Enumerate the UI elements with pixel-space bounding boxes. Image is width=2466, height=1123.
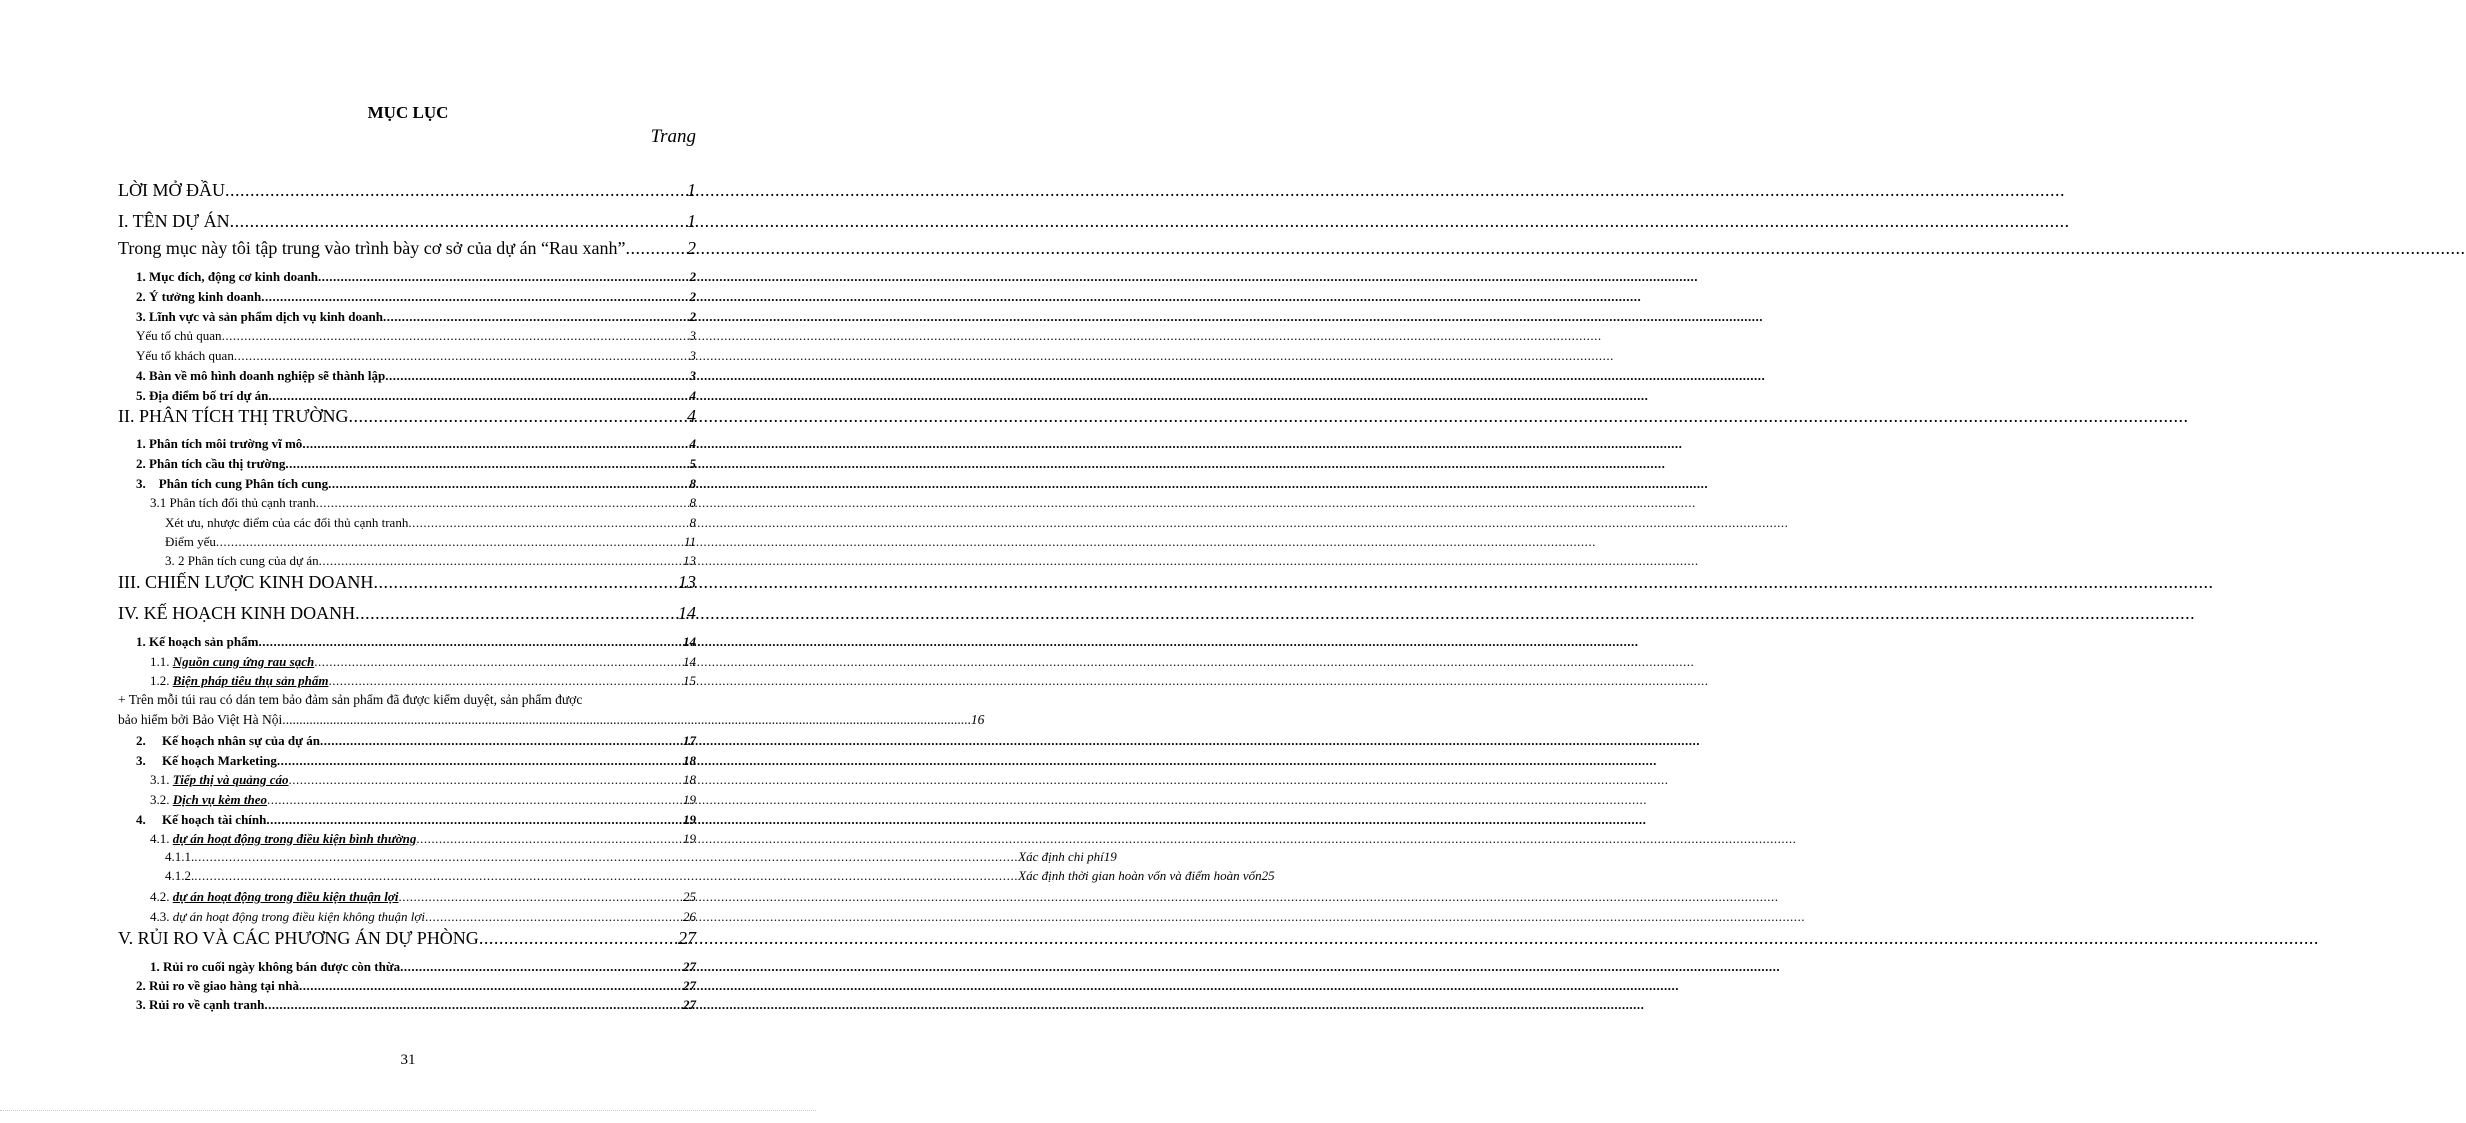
toc-entry[interactable]: 4.2. dự án hoạt động trong điều kiện thuận lợi ..... 25: [150, 887, 696, 907]
toc-entry[interactable]: 3.1 Phân tích đối thủ cạnh tranh ..... 8: [150, 493, 696, 513]
toc-entry[interactable]: 3. Kế hoạch Marketing ..... 18: [136, 751, 696, 771]
toc-entry[interactable]: 3. Lĩnh vực và sản phẩm dịch vụ kinh doanh ..... 2: [136, 307, 696, 327]
toc-entry[interactable]: 3.2. Dịch vụ kèm theo ..... 19: [150, 790, 696, 810]
toc-entry-line-1: + Trên mỗi túi rau có dán tem bảo đảm sản phẩm đã được kiểm duyệt, sản phẩm được: [118, 692, 583, 707]
toc-entry[interactable]: 1. Phân tích môi trường vĩ mô ..... 4: [136, 434, 696, 454]
toc-entry[interactable]: 1. Kế hoạch sản phẩm ..... 14: [136, 632, 696, 652]
toc-entry[interactable]: 2. Ý tưởng kinh doanh ..... 2: [136, 287, 696, 307]
toc-entry[interactable]: 3. 2 Phân tích cung của dự án ..... 13: [165, 551, 696, 571]
toc-entry[interactable]: 4. Kế hoạch tài chính ..... 19: [136, 810, 696, 830]
toc-entry[interactable]: Yếu tố khách quan ..... 3: [136, 346, 696, 366]
toc-entry[interactable]: 4. Bàn về mô hình doanh nghiệp sẽ thành lập ..... 3: [136, 366, 696, 386]
toc-entry[interactable]: 4.1.1. ..... Xác định chi phí 19: [165, 849, 765, 867]
toc-entry-wrapped[interactable]: + Trên mỗi túi rau có dán tem bảo đảm sản phẩm đã được kiểm duyệt, sản phẩm được bảo hiểm bởi Bảo Việt Hà Nội. ........................................................................................................................................................................................................... 16: [118, 690, 696, 730]
toc-title: MỤC LỤC: [367, 103, 449, 122]
toc-entry[interactable]: 1.1. Nguồn cung ứng rau sạch ..... 14: [150, 652, 696, 672]
toc-entry[interactable]: I. TÊN DỰ ÁN ..... 1: [118, 211, 696, 231]
toc-entry[interactable]: LỜI MỞ ĐẦU ..... 1: [118, 180, 696, 200]
toc-entry[interactable]: Điểm yếu ..... 11: [165, 532, 696, 552]
toc-entry[interactable]: 3.1. Tiếp thị và quảng cáo ..... 18: [150, 770, 696, 790]
toc-entry[interactable]: 2. Rủi ro về giao hàng tại nhà ..... 27: [136, 976, 696, 996]
toc-entry[interactable]: 1.2. Biện pháp tiêu thụ sản phẩm ..... 15: [150, 671, 696, 691]
toc-entry[interactable]: Xét ưu, nhược điểm của các đối thủ cạnh tranh ..... 8: [165, 513, 696, 533]
toc-entry[interactable]: II. PHÂN TÍCH THỊ TRƯỜNG ..... 4: [118, 406, 696, 426]
toc-entry[interactable]: 3. Phân tích cung Phân tích cung ..... 8: [136, 474, 696, 494]
toc-entry[interactable]: V. RỦI RO VÀ CÁC PHƯƠNG ÁN DỰ PHÒNG ..... 27: [118, 928, 696, 948]
toc-entry[interactable]: 1. Rủi ro cuối ngày không bán được còn thừa ..... 27: [150, 957, 696, 977]
toc-entry[interactable]: 4.1. dự án hoạt động trong điều kiện bình thường ..... 19: [150, 829, 696, 849]
toc-entry[interactable]: 4.3. dự án hoạt động trong điều kiện không thuận lợi ..... 26: [150, 907, 696, 927]
toc-entry[interactable]: 5. Địa điểm bố trí dự án ..... 4: [136, 386, 696, 406]
toc-entry-line-2: bảo hiểm bởi Bảo Việt Hà Nội.: [118, 712, 286, 727]
toc-entry[interactable]: 3. Rủi ro về cạnh tranh ..... 27: [136, 995, 696, 1015]
toc-entry[interactable]: Trong mục này tôi tập trung vào trình bày cơ sở của dự án “Rau xanh” ..... 2: [118, 238, 696, 258]
toc-entry[interactable]: 2. Phân tích cầu thị trường ..... 5: [136, 454, 696, 474]
page-number-footer: 31: [400, 1052, 416, 1068]
toc-entry[interactable]: IV. KẾ HOẠCH KINH DOANH ..... 14: [118, 603, 696, 623]
toc-entry[interactable]: III. CHIẾN LƯỢC KINH DOANH ..... 13: [118, 572, 696, 592]
toc-entry[interactable]: 4.1.2. ..... Xác định thời gian hoàn vốn và điểm hoàn vốn 25: [165, 868, 765, 886]
page-column-label: Trang: [650, 126, 696, 147]
toc-entry[interactable]: 2. Kế hoạch nhân sự của dự án ..... 17: [136, 731, 696, 751]
toc-entry[interactable]: 1. Mục đích, động cơ kinh doanh ..... 2: [136, 267, 696, 287]
toc-entry[interactable]: Yếu tố chủ quan ..... 3: [136, 326, 696, 346]
page-edge-divider: [0, 1110, 816, 1111]
